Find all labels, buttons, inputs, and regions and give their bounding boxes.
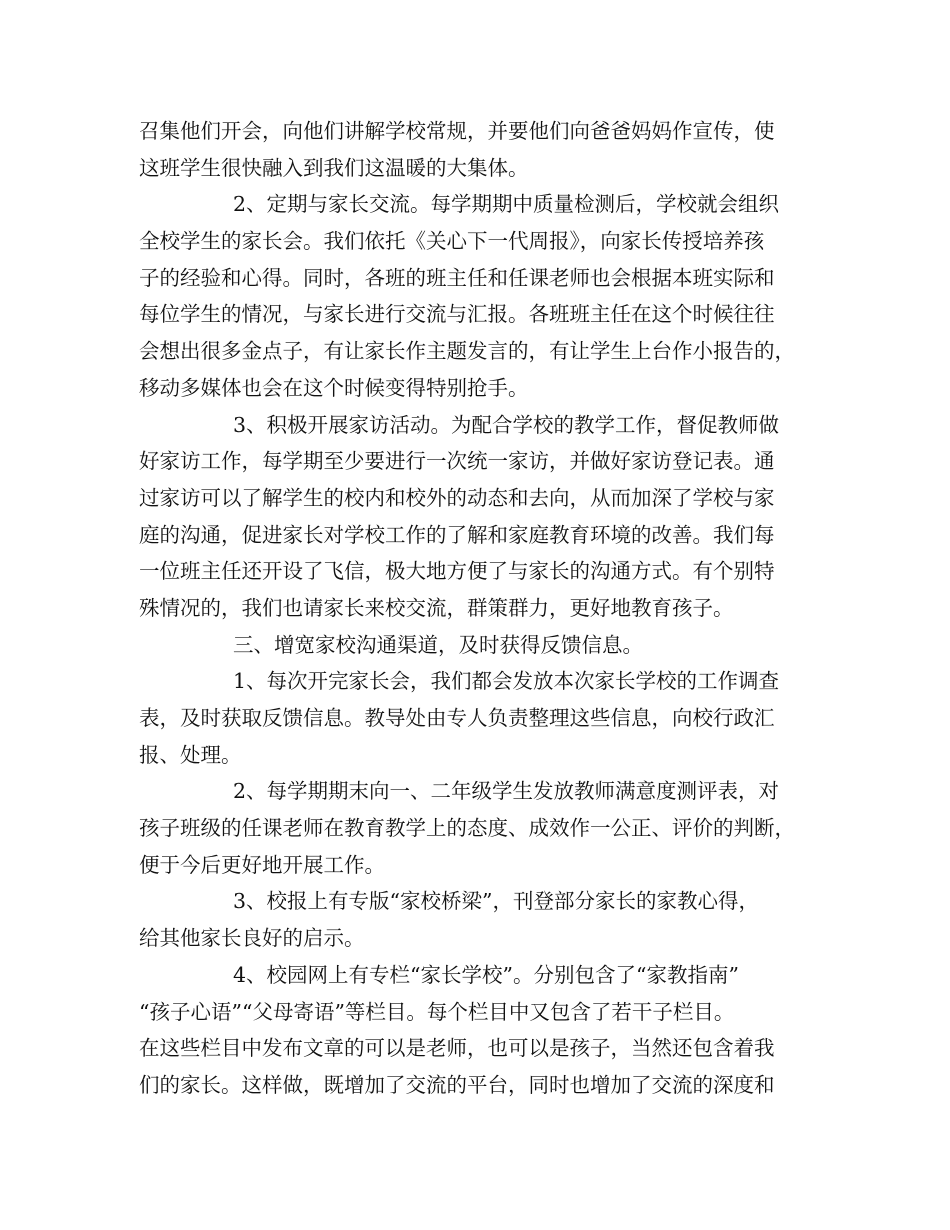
text-line: 召集他们开会，向他们讲解学校常规，并要他们向爸爸妈妈作宣传，使 [139,119,775,143]
text-line: 3、校报上有专版“家校桥梁”，刊登部分家长的家教心得， [233,889,760,914]
text-line: 表，及时获取反馈信息。教导处由专人负责整理这些信息，向校行政汇 [139,706,775,730]
text-line: 2、定期与家长交流。每学期期中质量检测后，学校就会组织 [233,192,780,217]
document-body [139,113,819,1104]
text-line: 4、校园网上有专栏“家长学校”。分别包含了“家教指南” [233,962,739,987]
text-line: 报、处理。 [139,742,242,767]
text-line: 在这些栏目中发布文章的可以是老师，也可以是孩子，当然还包含着我 [139,1036,775,1061]
text-line: 过家访可以了解学生的校内和校外的动态和去向，从而加深了学校与家 [139,485,775,510]
text-line: 便于今后更好地开展工作。 [139,852,385,877]
text-line: 移动多媒体也会在这个时候变得特别抢手。 [139,375,529,400]
text-line: 每位学生的情况，与家长进行交流与汇报。各班班主任在这个时候往往 [139,302,775,327]
section-heading: 三、增宽家校沟通渠道，及时获得反馈信息。 [233,632,643,657]
text-line: 好家访工作，每学期至少要进行一次统一家访，并做好家访登记表。通 [139,449,775,474]
text-line: 全校学生的家长会。我们依托《关心下一代周报》，向家长传授培养孩 [139,229,765,254]
text-line: 给其他家长良好的启示。 [139,926,365,951]
text-line: 这班学生很快融入到我们这温暖的大集体。 [139,155,529,180]
text-line: 2、每学期期末向一、二年级学生发放教师满意度测评表，对 [233,779,780,804]
text-line: “孩子心语”“父母寄语”等栏目。每个栏目中又包含了若干子栏目。 [139,999,735,1024]
text-line: 庭的沟通，促进家长对学校工作的了解和家庭教育环境的改善。我们每 [139,522,775,547]
text-line: 会想出很多金点子，有让家长作主题发言的，有让学生上台作小报告的， [139,339,795,364]
text-line: 殊情况的，我们也请家长来校交流，群策群力，更好地教育孩子。 [139,595,734,620]
text-line: 一位班主任还开设了飞信，极大地方便了与家长的沟通方式。有个别特 [139,559,775,584]
text-line: 们的家长。这样做，既增加了交流的平台，同时也增加了交流的深度和 [139,1072,775,1097]
text-line: 孩子班级的任课老师在教育教学上的态度、成效作一公正、评价的判断， [139,816,795,841]
text-line: 3、积极开展家访活动。为配合学校的教学工作，督促教师做 [233,412,780,437]
text-line: 子的经验和心得。同时，各班的班主任和任课老师也会根据本班实际和 [139,265,775,290]
text-line: 1、每次开完家长会，我们都会发放本次家长学校的工作调查 [233,669,780,694]
